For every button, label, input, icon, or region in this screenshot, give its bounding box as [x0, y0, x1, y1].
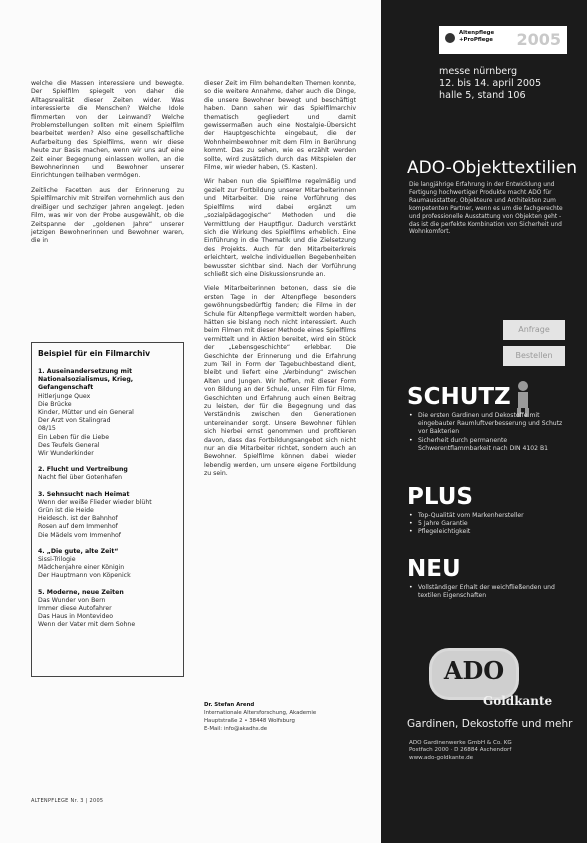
film-item: Der Arzt von Stalingrad — [38, 417, 111, 425]
film-archive-box — [31, 342, 184, 677]
ad-address — [409, 740, 512, 762]
film-item: Wir Wunderkinder — [38, 450, 94, 458]
article-paragraph: Wir haben nun die Spielfilme regelmäßig und gezielt zur Fortbildung unserer Mitarbeiterinnen und Mitarbeiter. Die reine Vorführung des Spielfilms wird dabei ergänzt um „sozialpädagogische“ Methoden und die Vermittlung der Hauptfigur. Dadurch verstärkt sich die Wirkung des Spielfilms erheblich. Eine Einführung in die Thematik und die Zielsetzung des Projekts. Auch für den Mitarbeiterkreis erleichtert, welche individuellen Begebenheiten bewusster sichtbar sind. Nach der Vorführung schließt sich eine Diskussionsrunde an. — [204, 178, 356, 278]
fair-logo-year: 2005 — [516, 30, 561, 49]
box-section — [38, 589, 177, 630]
box-section — [38, 466, 177, 482]
film-item: Die Mädels vom Immenhof — [38, 531, 121, 539]
plus-item: • 5 Jahre Garantie — [409, 520, 571, 528]
article-paragraph: dieser Zeit im Film behandelten Themen konnte, so die weitere Annahme, daher auch die Dinge, die unsere Bewohner bewegt und beschäftigt haben. Dann sahen wir das Spielfilmarchiv thematisch gegliedert und damit gewissermaßen auch eine Nostalgie-Übersicht der Hauptgeschichte eingebaut, die der Wohnheimbewohner mit dem Film in Berührung kommt. Das zu sehen, wie es erzählt werden sollte, wird zusätzlich durch das Mitspielen der Filme, wir wieder haben, (S. Kasten). — [204, 80, 356, 172]
film-item: Mädchenjahre einer Königin — [38, 564, 125, 572]
ado-logo — [429, 648, 519, 700]
film-item: 08/15 — [38, 425, 56, 433]
author-name: Dr. Stefan Arend — [204, 702, 255, 708]
address-line: Postfach 2000 · D 26884 Aschendorf — [409, 747, 512, 754]
film-item: Des Teufels General — [38, 441, 100, 449]
fair-logo — [439, 26, 567, 54]
schutz-item: • Die ersten Gardinen und Dekostoffe mit eingebauter Raumluftverbesserung und Schutz vor Bakterien — [409, 412, 571, 437]
fair-logo-line2: +ProPflege — [459, 37, 493, 43]
fair-logo-mark-icon — [445, 33, 455, 43]
ado-advertisement — [381, 0, 587, 843]
author-email: E-Mail: info@akadhs.de — [204, 726, 268, 732]
author-contact: Hauptstraße 2 • 38448 Wolfsburg — [204, 718, 295, 724]
box-section — [38, 368, 177, 458]
schutz-item: • Sicherheit durch permanente Schwerentflammbarkeit nach DIN 4102 B1 — [409, 437, 571, 453]
ad-intro: Die langjährige Erfahrung in der Entwicklung und Fertigung hochwertiger Produkte macht ADO für Raumausstatter, Objekteure und Architekten zum kompetenten Partner, wenn es um die fachgerechte und professionelle Ausstattung von Objekten geht - das ist die perfekte Kombination von Sicherheit und Wohnkomfort. — [409, 182, 563, 236]
plus-item: • Pflegeleichtigkeit — [409, 528, 571, 536]
film-item: Kinder, Mütter und ein General — [38, 409, 134, 417]
fair-line: 12. bis 14. april 2005 — [439, 78, 542, 89]
box-section-title: 5. Moderne, neue Zeiten — [38, 588, 124, 596]
plus-item: • Top-Qualität vom Markenhersteller — [409, 512, 571, 520]
ado-logo-text: ADO — [443, 656, 505, 685]
film-item: Der Hauptmann von Köpenick — [38, 572, 131, 580]
film-item: Die Brücke — [38, 400, 72, 408]
schutz-heading: SCHUTZ — [407, 384, 511, 410]
fabric-swatch-1: Anfrage — [503, 320, 565, 340]
page-footer: ALTENPFLEGE Nr. 3 | 2005 — [31, 798, 104, 804]
film-item: Grün ist die Heide — [38, 507, 94, 515]
neu-heading: NEU — [407, 556, 461, 582]
box-section-title: 3. Sehnsucht nach Heimat — [38, 490, 130, 498]
address-line: ADO Gardinenwerke GmbH & Co. KG — [409, 740, 512, 746]
author-block — [204, 701, 316, 733]
fair-line: halle 5, stand 106 — [439, 90, 526, 101]
neu-list — [409, 584, 571, 600]
box-title: Beispiel für ein Filmarchiv — [38, 349, 151, 358]
film-item: Rosen auf dem Immenhof — [38, 523, 118, 531]
fair-info — [439, 66, 541, 102]
fabric-swatch-2: Bestellen — [503, 346, 565, 366]
film-item: Sissi-Trilogie — [38, 556, 76, 564]
article-column-2 — [204, 80, 356, 485]
box-section-title: 4. „Die gute, alte Zeit“ — [38, 547, 119, 555]
film-item: Immer diese Autofahrer — [38, 605, 112, 613]
goldkante-label: Goldkante — [483, 694, 553, 708]
ad-headline: ADO-Objekttextilien — [407, 158, 577, 178]
film-item: Wenn der weiße Flieder wieder blüht — [38, 498, 152, 506]
box-section — [38, 548, 177, 581]
film-item: Hitlerjunge Quex — [38, 392, 91, 400]
film-item: Heidesch. ist der Bahnhof — [38, 515, 118, 523]
ad-tagline: Gardinen, Dekostoffe und mehr — [407, 718, 573, 730]
article-column-1 — [31, 80, 184, 252]
box-section-title: 2. Flucht und Vertreibung — [38, 466, 128, 474]
plus-heading: PLUS — [407, 484, 473, 510]
film-item: Ein Leben für die Liebe — [38, 433, 110, 441]
schutz-list — [409, 412, 571, 453]
film-item: Wenn der Vater mit dem Sohne — [38, 621, 136, 629]
film-item: Das Haus in Montevideo — [38, 613, 114, 621]
address-line: www.ado-goldkante.de — [409, 754, 474, 761]
plus-list — [409, 512, 571, 537]
article-paragraph: welche die Massen interessiere und bewegte. Der Spielfilm spiegelt von daher die Alltagsrealität dieser Zeiten wider. Was interessierte die Menschen? Welche Idole flimmerten von der Leinwand? Welche Problemstellungen sollten mit einem Spielfilm bearbeitet werden? Also eine gesellschaftliche Aufarbeitung des Spielfilms, wenn wir diese heute zur Basis machen, wenn wir uns auf eine Zeit einer Begegnung einlassen wollen, an die Bewohnerinnen und Bewohner unserer Einrichtungen teilhaben vermögen. — [31, 80, 184, 180]
box-section — [38, 491, 177, 540]
fair-line: messe nürnberg — [439, 66, 518, 77]
box-section-title: 1. Auseinandersetzung mit Nationalsozialismus, Krieg, Gefangenschaft — [38, 368, 134, 392]
article-paragraph: Viele Mitarbeiterinnen betonen, dass sie die ersten Tage in der Altenpflege besonders gewöhnungsbedürftig fanden; die Filme in der Schule für Altenpflege vermittelt worden haben, hätten sie bislang noch nicht interessiert. Auch beim Filmen mit dieser Methode eines Spielfilms vermittelt und in Aktion bereitet, wird ein Stück der „Lebensgeschichte“ erlebbar. Die Geschichte der Erinnerung und die Erfahrung zum Teil in Form der Tagebuchbestand dient, bleibt und liefert eine „Verbindung“ zwischen Alten und Jungen. Wir hoffen, mit dieser Form von Bildung an der Schule, unser Film für Filme, Geschichten und Erfahrung auch einen Beitrag zu leisten, der für die Begegnung und das Verständnis zwischen den Generationen untereinander sorgt. Unsere Bewohner fühlen sich hierbei ernst genommen und profitieren davon, dass das Fortbildungsangebot sich nicht nur an die Mitarbeiter richtet, sondern auch an Bewohner. Spielfilme können dabei wieder lebendig werden, um unsere eigene Fortbildung zu sein. — [204, 285, 356, 478]
film-item: Nacht fiel über Gotenhafen — [38, 474, 123, 482]
film-item: Das Wunder von Bern — [38, 596, 106, 604]
article-paragraph: Zeitliche Facetten aus der Erinnerung zu Spielfilmarchiv mit Streifen vornehmlich aus den dreißiger und sechziger Jahren angelegt. Jeden Film, was wir von der Probe ausgewählt, ob die Zeitspanne der „goldenen Jahre“ unserer jetzigen Bewohnerinnen und Bewohner waren, die in — [31, 186, 184, 245]
author-role: Internationale Altersforschung, Akademie — [204, 710, 317, 716]
neu-item: • Vollständiger Erhalt der weichfließenden und textilen Eigenschaften — [409, 584, 571, 600]
fair-logo-line1: Altenpflege — [459, 30, 495, 36]
